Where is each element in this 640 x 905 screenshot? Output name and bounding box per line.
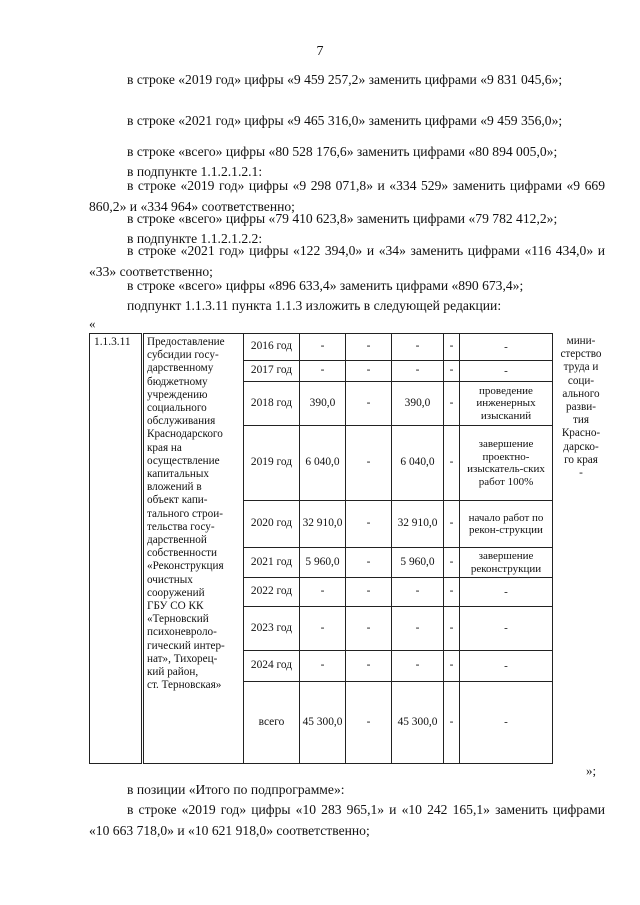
total-cell: 45 300,0: [300, 682, 346, 764]
executor-line: тия: [572, 414, 590, 427]
regional-cell: 32 910,0: [392, 501, 444, 548]
total-cell: 6 040,0: [300, 426, 346, 501]
executor-line: дарско-: [563, 440, 599, 453]
paragraph: в строке «всего» цифры «80 528 176,6» заменить цифрами «80 894 005,0»;: [127, 144, 558, 159]
name-line: кий район,: [147, 666, 199, 679]
other-cell: -: [444, 426, 460, 501]
name-line: ст. Терновская»: [147, 679, 222, 692]
paragraph: в строке «2019 год» цифры «9 298 071,8» и «334 529» заменить цифрами «9 669 860,2» и «334 964» соответственно;: [89, 178, 605, 214]
total-cell: 5 960,0: [300, 548, 346, 578]
name-line: «Терновский: [147, 613, 209, 626]
federal-cell: -: [346, 682, 392, 764]
year-cell: 2018 год: [244, 382, 300, 426]
federal-cell: -: [346, 548, 392, 578]
regional-cell: -: [392, 607, 444, 651]
paragraph: в подпункте 1.1.2.1.2.1:: [127, 164, 263, 179]
result-cell: завершение реконструкции: [460, 548, 553, 578]
year-cell: 2024 год: [244, 651, 300, 682]
table-row: [90, 334, 553, 361]
total-cell: -: [300, 361, 346, 382]
name-line: вложений в: [147, 481, 202, 494]
item-name: [143, 334, 244, 764]
executor-line: -: [579, 467, 583, 480]
other-cell: -: [444, 548, 460, 578]
name-line: собственности: [147, 547, 217, 560]
total-cell: 32 910,0: [300, 501, 346, 548]
year-cell: 2019 год: [244, 426, 300, 501]
page-number: 7: [316, 44, 324, 59]
paragraph: в строке «2021 год» цифры «122 394,0» и «34» заменить цифрами «116 434,0» и «33» соответственно;: [89, 243, 605, 279]
paragraph: в строке «2019 год» цифры «10 283 965,1» и «10 242 165,1» заменить цифрами «10 663 718,0» и «10 621 918,0» соответственно;: [89, 802, 605, 838]
executor-line: го края: [564, 453, 598, 466]
federal-cell: -: [346, 361, 392, 382]
paragraph: подпункт 1.1.3.11 пункта 1.1.3 изложить в следующей редакции:: [127, 298, 502, 313]
federal-cell: -: [346, 607, 392, 651]
name-line: Предоставление: [147, 336, 225, 348]
other-cell: -: [444, 607, 460, 651]
other-cell: -: [444, 651, 460, 682]
regional-cell: 45 300,0: [392, 682, 444, 764]
name-line: «Реконструкция: [147, 560, 224, 573]
name-line: дарственному: [147, 362, 214, 375]
name-line: гический интер-: [147, 639, 225, 652]
year-cell: 2022 год: [244, 578, 300, 607]
federal-cell: -: [346, 651, 392, 682]
year-cell: 2017 год: [244, 361, 300, 382]
name-line: края на: [147, 441, 182, 454]
year-cell: 2016 год: [244, 334, 300, 361]
total-cell: -: [300, 578, 346, 607]
name-line: капитальных: [147, 468, 209, 481]
name-line: ГБУ СО КК: [147, 600, 204, 613]
result-cell: -: [460, 682, 553, 764]
federal-cell: -: [346, 501, 392, 548]
result-cell: -: [460, 607, 553, 651]
name-line: учреждению: [147, 388, 208, 401]
other-cell: -: [444, 501, 460, 548]
executor-line: ального: [562, 387, 600, 400]
name-line: Краснодарского: [147, 428, 223, 441]
paragraph: в позиции «Итого по подпрограмме»:: [127, 782, 345, 797]
other-cell: -: [444, 682, 460, 764]
other-cell: -: [444, 334, 460, 361]
regional-cell: 390,0: [392, 382, 444, 426]
open-quote: «: [89, 316, 96, 331]
name-line: объект капи-: [147, 494, 208, 507]
federal-cell: -: [346, 426, 392, 501]
name-line: осуществление: [147, 454, 220, 467]
paragraph: в строке «всего» цифры «896 633,4» заменить цифрами «890 673,4»;: [127, 278, 524, 293]
regional-cell: 5 960,0: [392, 548, 444, 578]
year-cell: 2023 год: [244, 607, 300, 651]
paragraph: в подпункте 1.1.2.1.2.2:: [127, 231, 263, 246]
year-cell: всего: [244, 682, 300, 764]
executor-line: разви-: [566, 401, 596, 414]
executor-line: Красно-: [561, 427, 601, 440]
name-line: тального строи-: [147, 507, 223, 520]
result-cell: -: [460, 651, 553, 682]
other-cell: -: [444, 382, 460, 426]
paragraph: в строке «всего» цифры «79 410 623,8» заменить цифрами «79 782 412,2»;: [127, 211, 558, 226]
other-cell: -: [444, 361, 460, 382]
paragraph: в строке «2019 год» цифры «9 459 257,2» заменить цифрами «9 831 045,6»;: [127, 72, 563, 87]
result-cell: проведение инженерных изысканий: [460, 382, 553, 426]
year-cell: 2021 год: [244, 548, 300, 578]
other-cell: -: [444, 578, 460, 607]
result-cell: -: [460, 578, 553, 607]
name-line: тельства госу-: [147, 520, 215, 533]
regional-cell: 6 040,0: [392, 426, 444, 501]
total-cell: 390,0: [300, 382, 346, 426]
result-cell: -: [460, 334, 553, 361]
total-cell: -: [300, 334, 346, 361]
total-cell: -: [300, 651, 346, 682]
federal-cell: -: [346, 382, 392, 426]
federal-cell: -: [346, 334, 392, 361]
name-line: бюджетному: [147, 375, 208, 388]
result-cell: -: [460, 361, 553, 382]
federal-cell: -: [346, 578, 392, 607]
paragraph: в строке «2021 год» цифры «9 465 316,0» заменить цифрами «9 459 356,0»;: [127, 113, 563, 128]
regional-cell: -: [392, 361, 444, 382]
regional-cell: -: [392, 651, 444, 682]
result-cell: завершение проектно-изыскатель-ских работ 100%: [460, 426, 553, 501]
close-quote: »;: [586, 763, 597, 778]
name-line: сооружений: [147, 586, 205, 599]
name-line: нат», Тихорец-: [147, 652, 218, 665]
name-line: дарственной: [147, 534, 207, 547]
regional-cell: -: [392, 578, 444, 607]
executor-column: [553, 335, 609, 480]
executor-line: стерство: [560, 348, 602, 361]
name-line: психоневроло-: [147, 626, 217, 639]
name-line: субсидии госу-: [147, 349, 219, 362]
result-cell: начало работ по рекон-струкции: [460, 501, 553, 548]
name-line: социального: [147, 402, 207, 415]
total-cell: -: [300, 607, 346, 651]
executor-line: соци-: [567, 374, 595, 387]
name-line: обслуживания: [147, 415, 216, 428]
item-code: 1.1.3.11: [90, 334, 143, 764]
name-line: очистных: [147, 573, 193, 586]
program-table: [89, 333, 553, 764]
regional-cell: -: [392, 334, 444, 361]
year-cell: 2020 год: [244, 501, 300, 548]
executor-line: труда и: [563, 361, 599, 374]
executor-line: мини-: [566, 335, 596, 347]
